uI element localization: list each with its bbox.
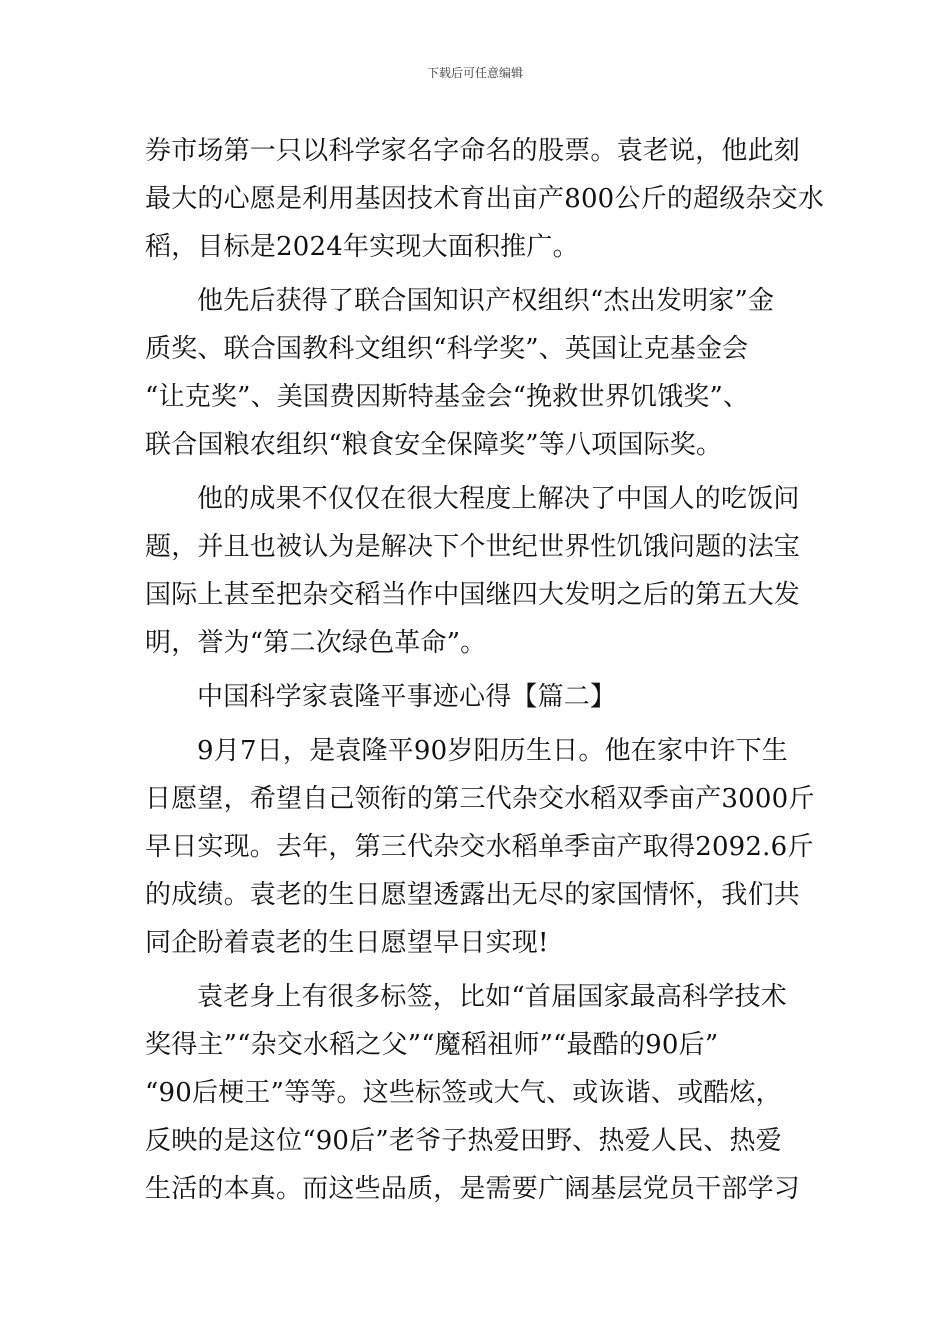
- text-line: 质奖、联合国教科文组织“科学奖”、英国让克基金会: [145, 334, 749, 364]
- section-heading: 中国科学家袁隆平事迹心得【篇二】: [197, 682, 617, 712]
- paragraph-start-line: 袁老身上有很多标签，比如“首届国家最高科学技术: [197, 982, 787, 1012]
- text-line: 反映的是这位“90后”老爷子热爱田野、热爱人民、热爱: [145, 1126, 782, 1156]
- text-line: 券市场第一只以科学家名字命名的股票。袁老说，他此刻: [145, 136, 801, 166]
- text-line: 同企盼着袁老的生日愿望早日实现!: [145, 928, 549, 958]
- text-line: 国际上甚至把杂交稻当作中国继四大发明之后的第五大发: [145, 580, 801, 610]
- text-line: 奖得主”“杂交水稻之父”“魔稻祖师”“最酷的90后”: [145, 1030, 719, 1060]
- text-line: “90后梗王”等等。这些标签或大气、或诙谐、或酷炫，: [145, 1078, 782, 1108]
- text-line: 早日实现。去年，第三代杂交水稻单季亩产取得2092.6斤: [145, 832, 814, 862]
- paragraph-start-line: 9月7日，是袁隆平90岁阳历生日。他在家中许下生: [197, 736, 788, 766]
- text-line: “让克奖”、美国费因斯特基金会“挽救世界饥饿奖”、: [145, 382, 750, 412]
- text-line: 联合国粮农组织“粮食安全保障奖”等八项国际奖。: [145, 430, 723, 460]
- paragraph-start-line: 他先后获得了联合国知识产权组织“杰出发明家”金: [197, 286, 775, 316]
- text-line: 明，誉为“第二次绿色革命”。: [145, 628, 487, 658]
- document-body: [145, 127, 825, 1213]
- text-line: 题，并且也被认为是解决下个世纪世界性饥饿问题的法宝: [145, 532, 801, 562]
- text-line: 生活的本真。而这些品质，是需要广阔基层党员干部学习: [145, 1174, 801, 1204]
- page-header: 下载后可任意编辑: [426, 66, 523, 80]
- text-line: 日愿望，希望自己领衔的第三代杂交水稻双季亩产3000斤: [145, 784, 815, 814]
- paragraph-start-line: 他的成果不仅仅在很大程度上解决了中国人的吃饭问: [197, 484, 800, 514]
- text-line: 的成绩。袁老的生日愿望透露出无尽的家国情怀，我们共: [145, 880, 801, 910]
- text-line: 稻，目标是2024年实现大面积推广。: [145, 232, 579, 262]
- text-line: 最大的心愿是利用基因技术育出亩产800公斤的超级杂交水: [145, 184, 825, 214]
